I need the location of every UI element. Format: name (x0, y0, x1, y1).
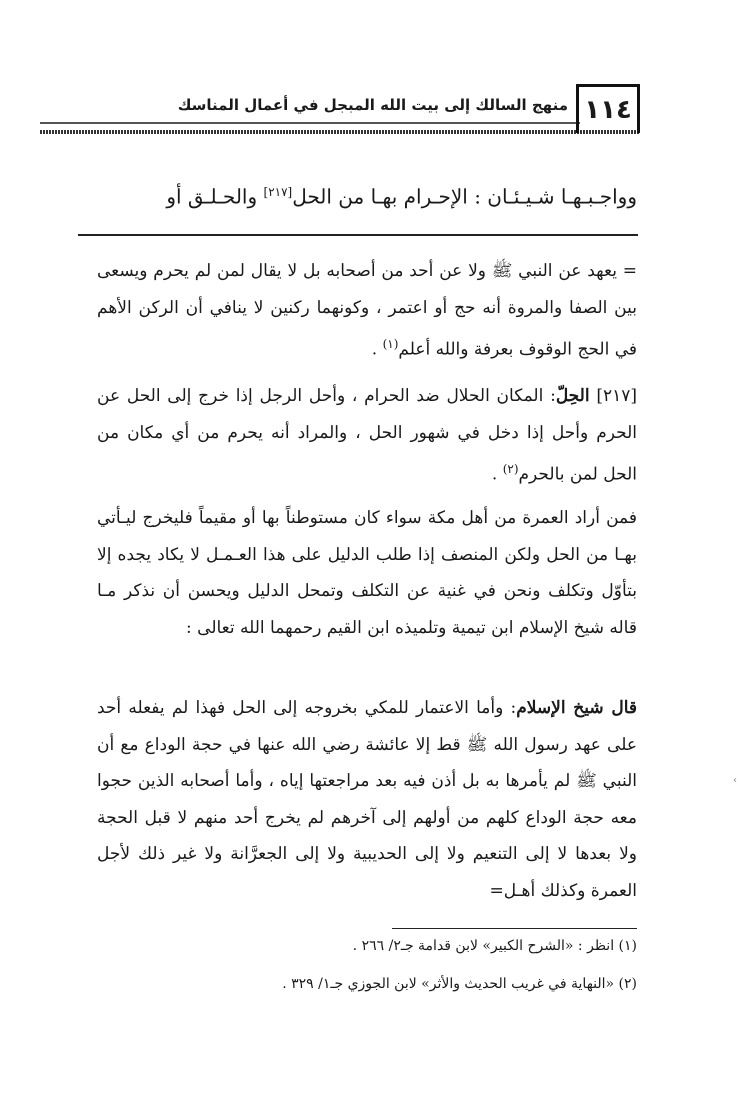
verse-note-ref[interactable]: [٢١٧] (263, 185, 293, 199)
verse-tail: والحـلـق أو (166, 184, 264, 209)
text-divider (78, 234, 638, 236)
verse-text: وواجـبـهـا شـيـئـان : الإحـرام بهـا من الحل (292, 184, 637, 209)
footnote-ref-2[interactable]: (٢) (502, 462, 519, 476)
body-paragraph-2 (97, 690, 637, 909)
footnote-ref-1[interactable]: (١) (382, 337, 399, 351)
definition-term: الحِلّ (555, 386, 590, 406)
continuation-paragraph (97, 253, 637, 368)
page-header (40, 84, 640, 134)
footnote-1: (١) انظر : «الشرح الكبير» لابن قدامة جـ٢/ ٢٦٦ . (352, 938, 637, 954)
definition-paragraph (97, 378, 637, 493)
paragraph-2-text: : وأما الاعتمار للمكي بخروجه إلى الحل فهذا لم يفعله أحد على عهد رسول الله ﷺ قط إلا عائشة رضي الله عنها في حجة الوداع مع أن النبي ﷺ لم يأمرها به بل أذن فيه بعد مراجعتها إياه ، وأما أصحابه الذين حجوا معه حجة الوداع كلهم من أولهم إلى آخرهم لم يخرج أحد منهم لا قبل الحجة ولا بعدها لا إلى التنعيم ولا إلى الحديبية ولا إلى الجعرَّانة ولا غير ذلك لأجل العمرة وكذلك أهـل= (97, 698, 637, 901)
continuation-text: = يعهد عن النبي ﷺ ولا عن أحد من أصحابه بل لا يقال لمن لم يحرم ويسعى بين الصفا والمروة أنه حج أو اعتمر ، وكونهما ركنين لا ينافي أن الركن الأهم في الحج الوقوف بعرفة والله أعلم (97, 261, 637, 360)
definition-number: [٢١٧] (596, 386, 637, 406)
header-rule (40, 130, 640, 134)
definition-text: : المكان الحلال ضد الحرام ، وأحل الرجل إذا خرج إلى الحل عن الحرم وأحل إذا دخل في شهور الحل ، والمراد أنه يحرم من أي مكان من الحل لمن بالحرم (97, 386, 637, 485)
paragraph-lead: قال شيخ الإسلام (516, 698, 637, 718)
running-title: منهج السالك إلى بيت الله المبجل في أعمال المناسك (177, 96, 568, 114)
footnote-rule (392, 928, 637, 929)
continuation-tail: . (371, 339, 383, 360)
footnote-2: (٢) «النهاية في غريب الحديث والأثر» لابن الجوزي جـ١/ ٣٢٩ . (282, 976, 637, 992)
definition-tail: . (491, 464, 503, 485)
verse-line (97, 174, 637, 215)
body-paragraph-1: فمن أراد العمرة من أهل مكة سواء كان مستوطناً بها أو مقيماً فليخرج ليـأتي بهـا من الحل ولكن المنصف إذا طلب الدليل على هذا العـمـل لا يكاد يجده إلا بتأوّل وتكلف ونحن في غنية عن التكلف وتمحل الدليل ويحسن أن نذكر مـا قاله شيخ الإسلام ابن تيمية وتلميذه ابن القيم رحمهما الله تعالى : (97, 508, 637, 638)
margin-mark: ‹ (733, 775, 737, 786)
page-number: ١١٤ (576, 84, 640, 133)
header-rule-thin (40, 122, 580, 124)
